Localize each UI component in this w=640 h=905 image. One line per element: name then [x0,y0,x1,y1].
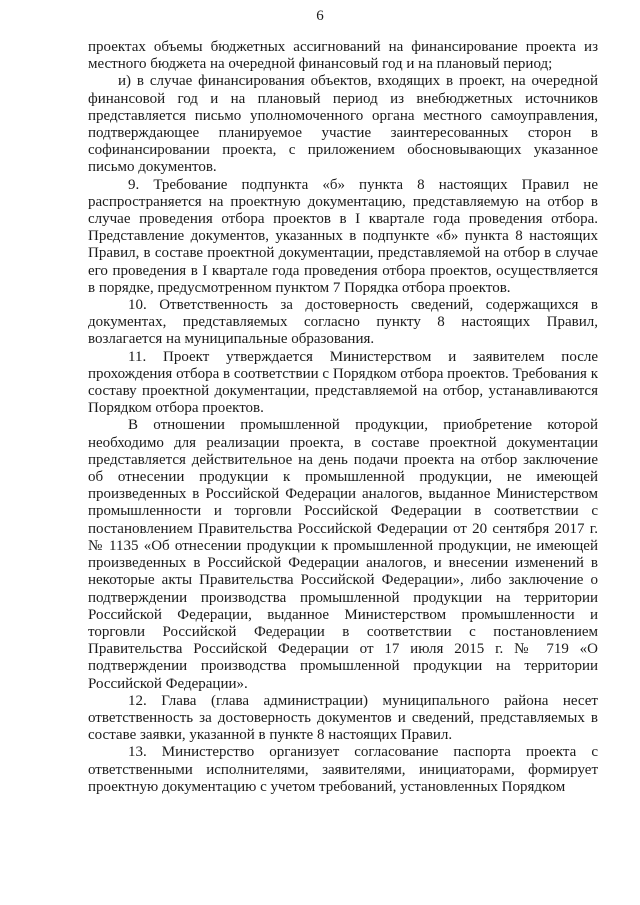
paragraph-10: 10. Ответственность за достоверность сведений, содержащихся в документах, представляемых согласно пункту 8 настоящих Правил, возлагается на муниципальные образования. [88,297,598,348]
document-body [88,39,598,796]
paragraph-11: 11. Проект утверждается Министерством и заявителем после прохождения отбора в соответствии с Порядком отбора проектов. Требования к составу проектной документации, представляемой на отбор, устанавливаются Порядком отбора проектов. [88,348,598,417]
page-number: 6 [316,8,324,24]
paragraph-continuation: проектах объемы бюджетных ассигнований на финансирование проекта из местного бюджета на очередной финансовый год и на плановый период; [88,39,598,73]
paragraph-9: 9. Требование подпункта «б» пункта 8 настоящих Правил не распространяется на проектную документацию, представляемую на отбор в случае проведения отбора проектов в I квартале года проведения отбора. Представление документов, указанных в подпункте «б» пункта 8 настоящих Правил, в составе проектной документации, представляемой на отбор в случае его проведения в I квартале года проведения отбора проектов, осуществляется в порядке, предусмотренном пунктом 7 Порядка отбора проектов. [88,176,598,296]
paragraph-13: 13. Министерство организует согласование паспорта проекта с ответственными исполнителями, заявителями, инициаторами, формирует проектную документацию с учетом требований, установленных Порядком [88,744,598,795]
paragraph-12: 12. Глава (глава администрации) муниципального района несет ответственность за достоверность документов и сведений, представляемых в составе заявки, указанной в пункте 8 настоящих Правил. [88,692,598,744]
paragraph-item-i: и) в случае финансирования объектов, входящих в проект, на очередной финансовой год и на плановый период из внебюджетных источников представляется письмо уполномоченного органа местного самоуправления, подтверждающее планируемое участие заинтересованных сторон в софинансировании проекта, с приложением обосновывающих указанное письмо документов. [88,73,598,176]
paragraph-industrial-products: В отношении промышленной продукции, приобретение которой необходимо для реализации проекта, в составе проектной документации представляется действительное на день подачи проекта на отбор заключение об отнесении продукции к промышленной продукции, не имеющей произведенных в Российской Федерации аналогов, выданное Министерством промышленности и торговли Российской Федерации в соответствии с постановлением Правительства Российской Федерации от 20 сентября 2017 г. № 1135 «Об отнесении продукции к промышленной продукции, не имеющей произведенных в Российской Федерации аналогов, и внесении изменений в некоторые акты Правительства Российской Федерации», либо заключение о подтверждении производства промышленной продукции на территории Российской Федерации, выданное Министерством промышленности и торговли Российской Федерации в соответствии с постановлением Правительства Российской Федерации от 17 июля 2015 г. № 719 «О подтверждении производства промышленной продукции на территории Российской Федерации». [88,417,598,692]
